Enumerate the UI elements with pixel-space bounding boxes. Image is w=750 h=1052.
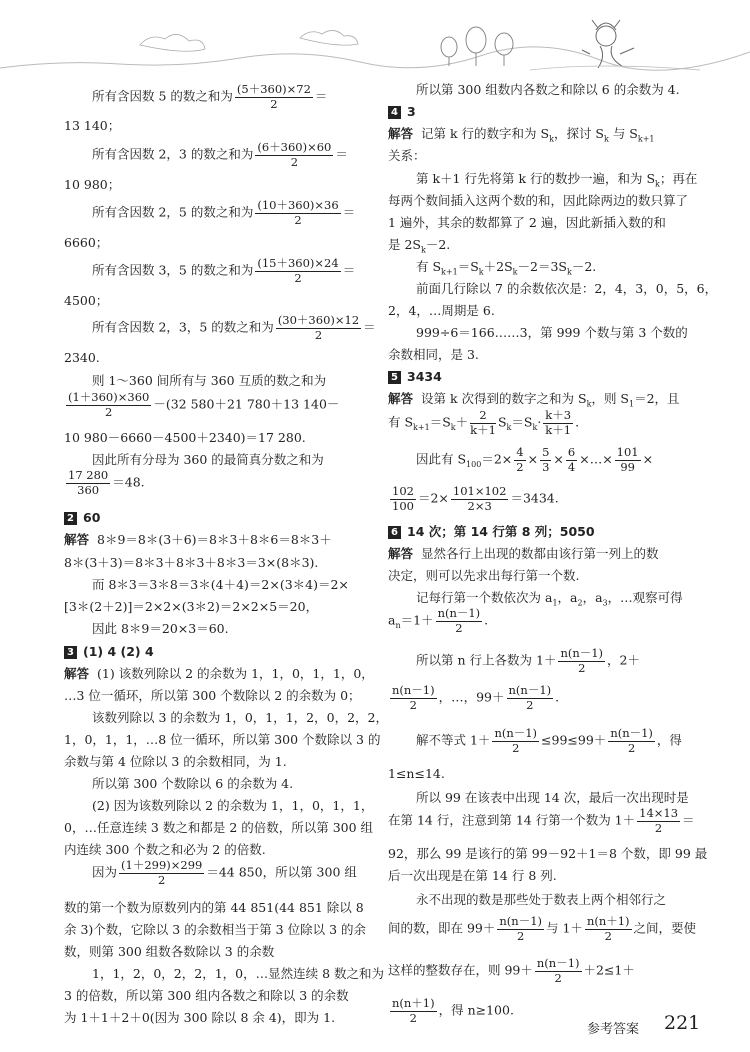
- text-line: 因此有 $S_{100}=2\times$ $\frac{4}{2}$ × $\frac{5}{3}$ × $\frac{6}{4}$ ×…× $\frac{101}{99}$ ×: [416, 445, 654, 474]
- text-line: 决定，则可以先求出每行第一个数.: [388, 568, 580, 583]
- fraction: $\frac{(1+360)\times 360}{2}$: [68, 390, 150, 419]
- text-line: 所以第 300 组数内各数之和除以 6 的余数为 4.: [416, 82, 680, 97]
- text-line: 解答 (1) 该数列除以 2 的余数为 1，1，0，1，1，0，: [64, 666, 374, 681]
- text-line: 余数相同，是 3.: [388, 347, 479, 362]
- text-line: 永不出现的数是那些处于数表上两个相邻行之: [416, 892, 667, 907]
- text-line: 因此 8＊9＝20×3＝60.: [92, 621, 229, 636]
- answer-heading: 2 60: [64, 512, 100, 525]
- fraction: $\frac{n(n-1)}{2}$: [437, 606, 481, 635]
- text-line: 在第 14 行，注意到第 14 行第一个数为 1＋ $\frac{14\times 13}{2}$ ＝: [388, 806, 695, 835]
- text-line: 后一次出现是在第 14 行 8 列.: [388, 868, 557, 883]
- text-line: $\frac{n(n-1)}{2}$ ，…，99＋ $\frac{n(n-1)}{2}$ .: [392, 683, 560, 712]
- text-line: 解不等式 1＋ $\frac{n(n-1)}{2}$ ≤99≤99＋ $\frac{n(n-1)}{2}$ ，得: [416, 726, 682, 755]
- text-line: 数的第一个数为原数列内的第 44 851(44 851 除以 8: [64, 900, 364, 915]
- text-line: 为 1＋1＋2＋0(因为 300 除以 8 余 4)，即为 1.: [64, 1010, 336, 1025]
- text-line: 所以第 n 行上各数为 1＋ $\frac{n(n-1)}{2}$ ，2＋: [416, 646, 640, 675]
- answer-heading: 6 14 次；第 14 行第 8 列；5050: [388, 526, 595, 539]
- text-line: 3 的倍数，所以第 300 组内各数之和除以 3 的余数: [64, 988, 349, 1003]
- fraction: $\frac{(30+360)\times 12}{2}$: [277, 313, 360, 342]
- text-line: 而 8＊3＝3＊8＝3＊(4＋4)＝2×(3＊4)＝2×: [92, 577, 349, 592]
- text-line: 该数列除以 3 的余数为 1，0，1，1，2，0，2，2，: [92, 710, 388, 725]
- text-line: 则 1～360 间所有与 360 互质的数之和为: [92, 373, 327, 388]
- text-line: 1，0，1，1，…8 位一循环，所以第 300 个数除以 3 的: [64, 732, 381, 747]
- text-line: 解答 8＊9＝8＊(3＋6)＝8＊3＋8＊6＝8＊3＋: [64, 532, 332, 547]
- fraction: $\frac{n(n-1)}{2}$: [610, 726, 653, 755]
- text-line: 1，1，2，0，2，2，1，0，…显然连续 8 数之和为: [92, 966, 385, 981]
- text-line: $\frac{17 280}{360}$ ＝48.: [68, 468, 145, 497]
- fraction: $\frac{n(n-1)}{2}$: [536, 956, 580, 985]
- text-line: 是 $2S_k-2$.: [388, 237, 451, 255]
- text-line: 解答 设第 k 次得到的数字之和为 $S_k$，则 $S_1=2$，且: [388, 391, 680, 409]
- text-line: 因为 $\frac{(1+299)\times 299}{2}$ ＝44 850，所以第 300 组: [92, 858, 357, 887]
- text-line: 6660；: [64, 235, 109, 250]
- text-line: 92，那么 99 是该行的第 99－92＋1＝8 个数，即 99 最: [388, 846, 708, 861]
- fraction: $\frac{5}{3}$: [542, 445, 550, 474]
- text-line: 所以 99 在该表中出现 14 次，最后一次出现时是: [416, 790, 689, 805]
- text-line: (2) 因为该数列除以 2 的余数为 1，1，0，1，1，: [92, 798, 374, 813]
- text-line: 13 140；: [64, 118, 121, 133]
- fraction: $\frac{n(n-1)}{2}$: [392, 683, 435, 712]
- text-line: 所有含因数 2，3 的数之和为 $\frac{(6+360)\times 60}{2}$ ＝: [92, 140, 348, 169]
- fraction: $\frac{101\times 102}{2\times 3}$: [452, 484, 507, 513]
- text-line: $a_n=1+$ $\frac{n(n-1)}{2}$ .: [388, 606, 489, 635]
- text-line: 2，4，…周期是 6.: [388, 303, 495, 318]
- text-line: 有 $S_{k+1}=S_k+2S_k-2=3S_k-2$.: [416, 259, 597, 277]
- text-line: …3 位一循环，所以第 300 个数除以 2 的余数为 0；: [64, 688, 361, 703]
- text-line: 0，…任意连续 3 数之和都是 2 的倍数，所以第 300 组: [64, 820, 374, 835]
- fraction: $\frac{(15+360)\times 24}{2}$: [257, 256, 339, 285]
- fraction: $\frac{6}{4}$: [567, 445, 576, 474]
- text-line: 前面几行除以 7 的余数依次是：2，4，3，0，5，6，: [416, 281, 718, 296]
- answer-heading: 5 3434: [388, 371, 442, 384]
- question-number-badge: 6: [388, 526, 401, 539]
- fraction: $\frac{n(n-1)}{2}$: [508, 683, 552, 712]
- text-line: 8＊(3＋3)＝8＊3＋8＊3＋8＊3＝3×(8＊3).: [64, 555, 319, 570]
- question-number-badge: 5: [388, 371, 401, 384]
- question-number-badge: 3: [64, 646, 77, 659]
- text-line: 所有含因数 2，3，5 的数之和为 $\frac{(30+360)\times 12}{2}$ ＝: [92, 313, 376, 342]
- text-line: 解答 记第 k 行的数字和为 $S_k$，探讨 $S_k$ 与 $S_{k+1}$: [388, 126, 655, 144]
- tree-icon: [441, 27, 513, 66]
- question-number-badge: 2: [64, 512, 77, 525]
- text-line: 10 980－6660－4500＋2340)＝17 280.: [64, 430, 306, 445]
- fraction: $\frac{n(n-1)}{2}$: [560, 646, 604, 675]
- fraction: $\frac{n(n-1)}{2}$: [499, 914, 542, 943]
- text-line: 1≤n≤14.: [388, 766, 445, 781]
- fraction: $\frac{(6+360)\times 60}{2}$: [257, 140, 332, 169]
- text-line: 所以第 300 个数除以 6 的余数为 4.: [92, 776, 294, 791]
- text-line: 数，则第 300 组数各数除以 3 的余数: [64, 944, 275, 959]
- question-number-badge: 4: [388, 106, 401, 119]
- fraction: $\frac{n(n-1)}{2}$: [494, 726, 538, 755]
- text-line: 记每行第一个数依次为 $a_1$，$a_2$，$a_3$，…观察可得: [416, 590, 683, 608]
- text-line: 有 $S_{k+1}=S_k+$ $\frac{2}{k+1}$ $S_k=S_k\cdot$ $\frac{k+3}{k+1}$ .: [388, 408, 580, 437]
- text-line: [3＊(2＋2)]＝2×2×(3＊2)＝2×2×5＝20，: [64, 599, 319, 614]
- cartoon-girl-icon: [582, 20, 634, 68]
- text-line: 这样的整数存在，则 99＋ $\frac{n(n-1)}{2}$ ＋2≤1＋: [388, 956, 635, 985]
- footer-section-label: 参考答案: [587, 1022, 640, 1037]
- fraction: $\frac{n(n+1)}{2}$: [586, 914, 630, 943]
- text-line: 所有含因数 3，5 的数之和为 $\frac{(15+360)\times 24}{2}$ ＝: [92, 256, 356, 285]
- text-line: 1 遍外，其余的数都算了 2 遍，因此新插入数的和: [388, 215, 666, 230]
- fraction: $\frac{4}{2}$: [516, 445, 524, 474]
- text-line: 解答 显然各行上出现的数都由该行第一列上的数: [388, 546, 659, 561]
- fraction: $\frac{17 280}{360}$: [68, 468, 109, 497]
- fraction: $\frac{102}{100}$: [392, 484, 414, 513]
- text-line: 内连续 300 个数之和必为 2 的倍数.: [64, 842, 266, 857]
- fraction: $\frac{n(n+1)}{2}$: [392, 996, 435, 1025]
- text-line: 4500；: [64, 293, 109, 308]
- text-line: 间的数，即在 99＋ $\frac{n(n-1)}{2}$ 与 1＋ $\frac{n(n+1)}{2}$ 之间，要使: [388, 914, 697, 943]
- fraction: $\frac{k+3}{k+1}$: [545, 408, 572, 437]
- page-number: 221: [664, 1012, 701, 1034]
- text-line: 10 980；: [64, 177, 121, 192]
- header-illustration: [0, 0, 750, 90]
- text-line: 所有含因数 2，5 的数之和为 $\frac{(10+360)\times 36}{2}$ ＝: [92, 198, 356, 227]
- text-line: $\frac{(1+360)\times 360}{2}$ －(32 580＋21 780＋13 140－: [68, 390, 340, 419]
- fraction: $\frac{(5+360)\times 72}{2}$: [236, 82, 311, 111]
- text-line: 999÷6＝166……3，第 999 个数与第 3 个数的: [416, 325, 688, 340]
- answer-heading: 4 3: [388, 106, 416, 119]
- text-line: 关系：: [388, 148, 426, 163]
- fraction: $\frac{(1+299)\times 299}{2}$: [121, 858, 203, 887]
- text-line: 余数与第 4 位除以 3 的余数相同，为 1.: [64, 754, 287, 769]
- text-line: 2340.: [64, 350, 100, 365]
- fraction: $\frac{(10+360)\times 36}{2}$: [257, 198, 339, 227]
- fraction: $\frac{14\times 13}{2}$: [639, 806, 679, 835]
- text-line: $\frac{102}{100}$ ＝2× $\frac{101\times 102}{2\times 3}$ ＝3434.: [392, 484, 559, 513]
- text-line: 第 k＋1 行先将第 k 行的数抄一遍，和为 $S_k$；再在: [416, 171, 698, 189]
- text-line: 余 3)个数，它除以 3 的余数相当于第 3 位除以 3 的余: [64, 922, 367, 937]
- answer-heading: 3 (1) 4 (2) 4: [64, 646, 154, 659]
- text-line: 所有含因数 5 的数之和为 $\frac{(5+360)\times 72}{2}$ ＝: [92, 82, 328, 111]
- text-line: $\frac{n(n+1)}{2}$ ，得 n≥100.: [392, 996, 514, 1025]
- text-line: 每两个数间插入这两个数的和，因此除两边的数只算了: [388, 193, 689, 208]
- text-line: 因此所有分母为 360 的最简真分数之和为: [92, 452, 324, 467]
- fraction: $\frac{101}{99}$: [616, 445, 639, 474]
- fraction: $\frac{2}{k+1}$: [470, 408, 496, 437]
